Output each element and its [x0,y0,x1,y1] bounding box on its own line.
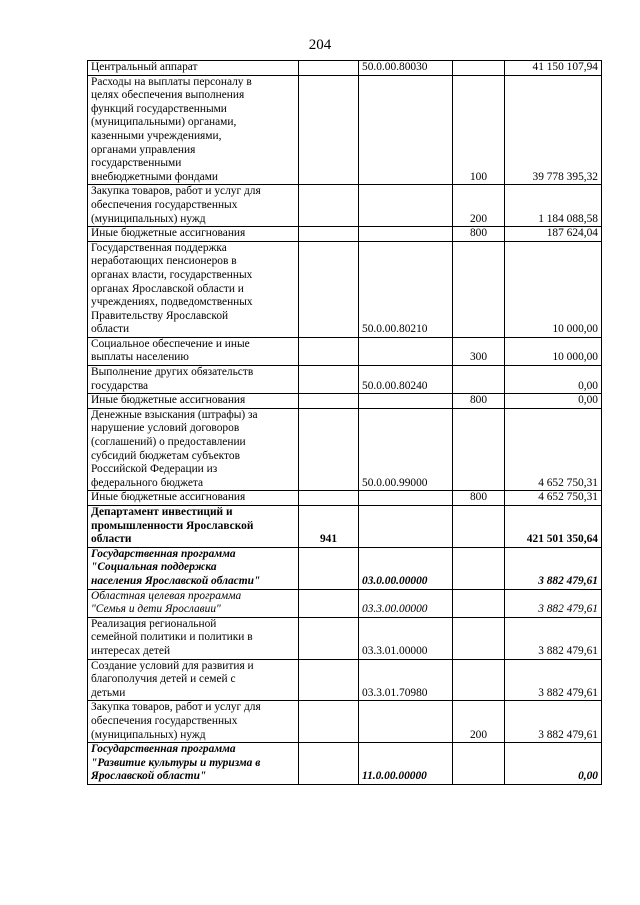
row-expense-type-cell: 800 [453,491,505,506]
row-expense-type-cell [453,547,505,589]
row-target-code-cell [359,337,453,365]
row-name-cell: Денежные взыскания (штрафы) за нарушение условий договоров (соглашений) о предоставлении субсидий бюджетам субъектов Российской Федерации из федерального бюджета [88,408,299,491]
row-expense-type-cell [453,659,505,701]
row-target-code-cell: 03.3.01.70980 [359,659,453,701]
row-expense-type-cell [453,61,505,76]
row-expense-type-cell [453,408,505,491]
row-expense-type-cell: 100 [453,75,505,185]
row-expense-type-cell: 200 [453,185,505,227]
row-department-cell [299,366,359,394]
budget-table [87,60,602,785]
table-row [88,506,602,548]
row-name-cell: Социальное обеспечение и иные выплаты населению [88,337,299,365]
table-row [88,394,602,409]
row-department-cell [299,408,359,491]
row-name-cell: Государственная программа "Развитие культуры и туризма в Ярославской области" [88,743,299,785]
row-name-cell: Выполнение других обязательств государства [88,366,299,394]
row-expense-type-cell: 800 [453,227,505,242]
row-amount-cell: 3 882 479,61 [505,701,602,743]
row-department-cell [299,491,359,506]
row-department-cell [299,617,359,659]
row-expense-type-cell [453,589,505,617]
row-amount-cell: 187 624,04 [505,227,602,242]
row-department-cell [299,75,359,185]
row-name-cell: Закупка товаров, работ и услуг для обеспечения государственных (муниципальных) нужд [88,185,299,227]
row-name-cell: Расходы на выплаты персоналу в целях обеспечения выполнения функций государственными (муниципальными) органами, казенными учреждениями, органами управления государственными внебюджетными фондами [88,75,299,185]
row-amount-cell: 4 652 750,31 [505,408,602,491]
table-row [88,491,602,506]
row-target-code-cell: 11.0.00.00000 [359,743,453,785]
row-amount-cell: 3 882 479,61 [505,589,602,617]
row-name-cell: Государственная программа "Социальная поддержка населения Ярославской области" [88,547,299,589]
table-row [88,227,602,242]
row-name-cell: Иные бюджетные ассигнования [88,394,299,409]
row-department-cell [299,589,359,617]
row-target-code-cell [359,701,453,743]
row-amount-cell: 1 184 088,58 [505,185,602,227]
table-row [88,408,602,491]
table-row [88,337,602,365]
row-amount-cell: 3 882 479,61 [505,659,602,701]
row-target-code-cell: 50.0.00.99000 [359,408,453,491]
table-row [88,617,602,659]
row-department-cell [299,659,359,701]
row-target-code-cell [359,394,453,409]
row-target-code-cell: 50.0.00.80210 [359,241,453,337]
row-name-cell: Центральный аппарат [88,61,299,76]
row-department-cell: 941 [299,506,359,548]
row-amount-cell: 421 501 350,64 [505,506,602,548]
row-department-cell [299,394,359,409]
row-department-cell [299,547,359,589]
row-amount-cell: 3 882 479,61 [505,547,602,589]
table-row [88,589,602,617]
table-row [88,61,602,76]
row-department-cell [299,337,359,365]
row-amount-cell: 4 652 750,31 [505,491,602,506]
row-department-cell [299,743,359,785]
row-amount-cell: 41 150 107,94 [505,61,602,76]
row-expense-type-cell [453,241,505,337]
table-row [88,75,602,185]
row-target-code-cell: 50.0.00.80030 [359,61,453,76]
row-amount-cell: 10 000,00 [505,241,602,337]
row-amount-cell: 0,00 [505,366,602,394]
row-name-cell: Департамент инвестиций и промышленности Ярославской области [88,506,299,548]
row-amount-cell: 39 778 395,32 [505,75,602,185]
row-expense-type-cell: 200 [453,701,505,743]
row-department-cell [299,701,359,743]
row-expense-type-cell [453,506,505,548]
row-expense-type-cell [453,617,505,659]
row-target-code-cell: 03.0.00.00000 [359,547,453,589]
table-row [88,701,602,743]
row-name-cell: Закупка товаров, работ и услуг для обеспечения государственных (муниципальных) нужд [88,701,299,743]
row-expense-type-cell [453,366,505,394]
row-target-code-cell [359,75,453,185]
row-target-code-cell [359,491,453,506]
row-expense-type-cell: 800 [453,394,505,409]
table-row [88,366,602,394]
row-department-cell [299,241,359,337]
row-name-cell: Государственная поддержка неработающих пенсионеров в органах власти, государственных органах Ярославской области и учреждениях, подведомственных Правительству Ярославской области [88,241,299,337]
table-row [88,659,602,701]
row-amount-cell: 10 000,00 [505,337,602,365]
table-row [88,185,602,227]
row-target-code-cell: 03.3.01.00000 [359,617,453,659]
row-name-cell: Создание условий для развития и благополучия детей и семей с детьми [88,659,299,701]
page-number: 204 [308,37,332,53]
row-name-cell: Реализация региональной семейной политики и политики в интересах детей [88,617,299,659]
row-name-cell: Иные бюджетные ассигнования [88,491,299,506]
row-target-code-cell [359,227,453,242]
budget-table-body [88,61,602,785]
table-row [88,547,602,589]
table-row [88,743,602,785]
row-amount-cell: 0,00 [505,743,602,785]
row-department-cell [299,185,359,227]
row-target-code-cell: 03.3.00.00000 [359,589,453,617]
table-row [88,241,602,337]
row-department-cell [299,61,359,76]
row-department-cell [299,227,359,242]
row-target-code-cell [359,506,453,548]
row-name-cell: Областная целевая программа "Семья и дети Ярославии" [88,589,299,617]
row-expense-type-cell [453,743,505,785]
row-amount-cell: 0,00 [505,394,602,409]
row-expense-type-cell: 300 [453,337,505,365]
row-target-code-cell: 50.0.00.80240 [359,366,453,394]
row-name-cell: Иные бюджетные ассигнования [88,227,299,242]
row-target-code-cell [359,185,453,227]
row-amount-cell: 3 882 479,61 [505,617,602,659]
